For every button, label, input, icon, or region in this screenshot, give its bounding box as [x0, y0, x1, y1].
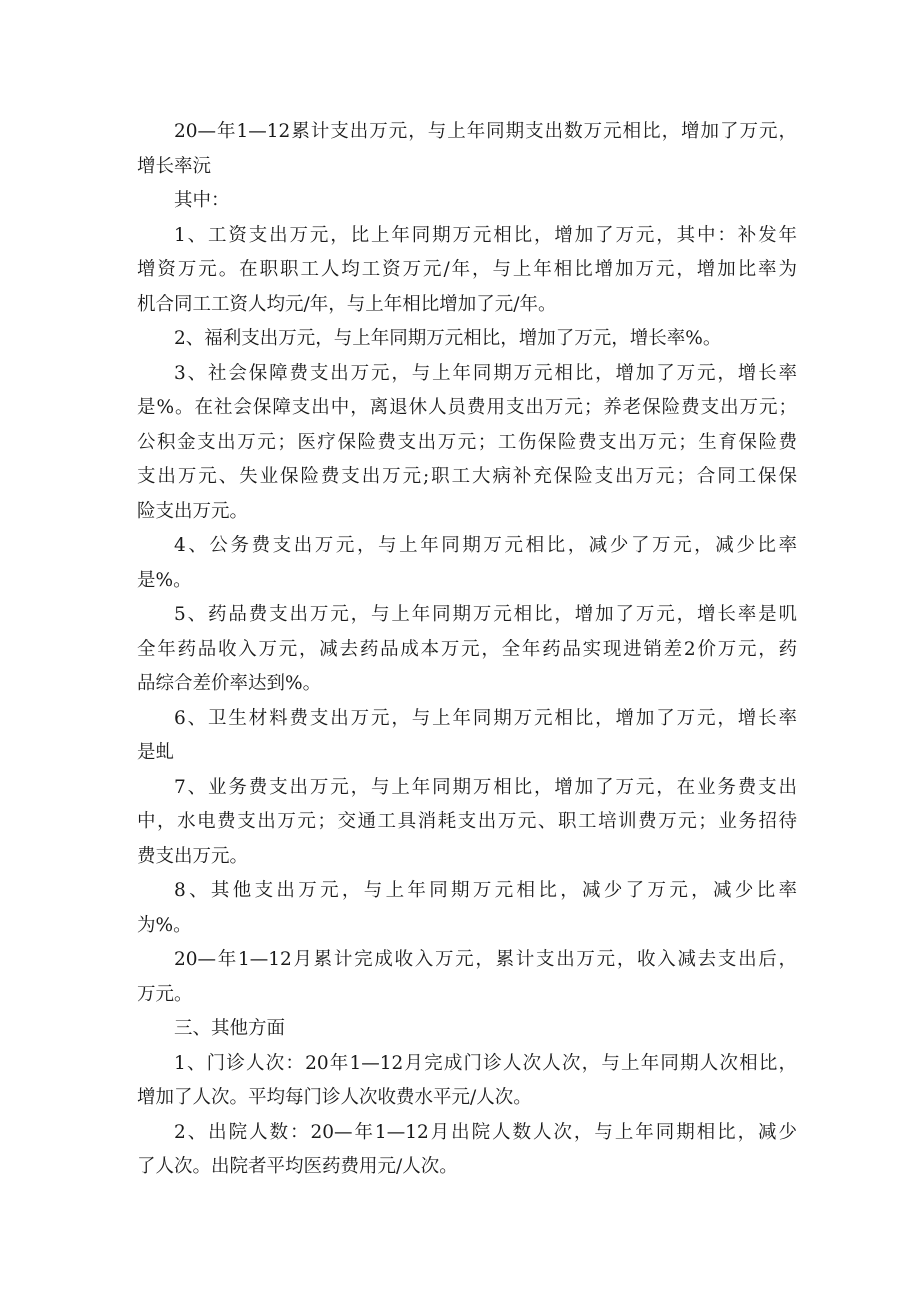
text-line: 三、其他方面: [174, 1018, 286, 1039]
text-line: 为%。: [137, 914, 192, 936]
text-line: 5、药品费支出万元，与上年同期万元相比，增加了万元，增长率是叽: [174, 604, 797, 625]
text-line: 费支出万元。: [137, 845, 249, 867]
paragraph: [137, 874, 797, 943]
text-line: 3、社会保障费支出万元，与上年同期万元相比，增加了万元，增长率: [174, 362, 797, 384]
text-line: 全年药品收入万元，减去药品成本万元，全年药品实现进销差2价万元，药: [137, 638, 797, 660]
text-line: 20—年1—12月累计完成收入万元，累计支出万元，收入减去支出后，: [174, 949, 797, 970]
paragraph: [137, 115, 797, 184]
text-line: 险支出万元。: [137, 500, 249, 522]
text-line: 机合同工工资人均元/年，与上年相比增加了元/年。: [137, 293, 557, 315]
paragraph: [137, 184, 797, 219]
paragraph: [137, 1047, 797, 1116]
paragraph: [137, 943, 797, 1012]
text-line: 6、卫生材料费支出万元，与上年同期万元相比，增加了万元，增长率: [174, 707, 797, 729]
text-line: 是%。: [137, 569, 192, 591]
text-line: 万元。: [137, 983, 193, 1005]
paragraph: [137, 357, 797, 530]
paragraph: [137, 322, 797, 357]
paragraph: [137, 1116, 797, 1185]
text-line: 20—年1—12累计支出万元，与上年同期支出数万元相比，增加了万元，: [174, 121, 797, 142]
paragraph: [137, 529, 797, 598]
text-line: 了人次。出院者平均医药费用元/人次。: [137, 1156, 458, 1177]
text-line: 是虬: [137, 742, 175, 763]
text-line: 7、业务费支出万元，与上年同期万相比，增加了万元，在业务费支出: [174, 776, 797, 798]
text-line: 公积金支出万元；医疗保险费支出万元；工伤保险费支出万元；生育保险费: [137, 431, 797, 453]
paragraph: [137, 771, 797, 875]
text-line: 2、福利支出万元，与上年同期万元相比，增加了万元，增长率%。: [174, 328, 722, 349]
text-line: 增长率沅: [137, 155, 212, 177]
text-line: 8、其他支出万元，与上年同期万元相比，减少了万元，减少比率: [174, 880, 797, 901]
text-line: 4、公务费支出万元，与上年同期万元相比，减少了万元，减少比率: [174, 535, 797, 556]
text-line: 支出万元、失业保险费支出万元;职工大病补充保险支出万元；合同工保保: [137, 466, 797, 487]
text-line: 1、门诊人次：20年1—12月完成门诊人次人次，与上年同期人次相比，: [174, 1052, 797, 1074]
text-line: 其中：: [174, 190, 230, 211]
text-line: 1、工资支出万元，比上年同期万元相比，增加了万元，其中：补发年: [174, 224, 797, 246]
text-line: 中，水电费支出万元；交通工具消耗支出万元、职工培训费万元；业务招待: [137, 811, 797, 832]
text-line: 增资万元。在职职工人均工资万元/年，与上年相比增加万元，增加比率为: [137, 259, 797, 280]
document-body: [137, 115, 797, 1185]
text-line: 是%。在社会保障支出中，离退休人员费用支出万元；养老保险费支出万元；: [137, 397, 797, 418]
text-line: 品综合差价率达到%。: [137, 673, 322, 694]
paragraph: [137, 702, 797, 771]
text-line: 2、出院人数：20—年1—12月出院人数人次，与上年同期相比，减少: [174, 1121, 797, 1143]
text-line: 增加了人次。平均每门诊人次收费水平元/人次。: [137, 1087, 532, 1108]
paragraph: [137, 598, 797, 702]
paragraph: [137, 1012, 797, 1047]
paragraph: [137, 219, 797, 323]
